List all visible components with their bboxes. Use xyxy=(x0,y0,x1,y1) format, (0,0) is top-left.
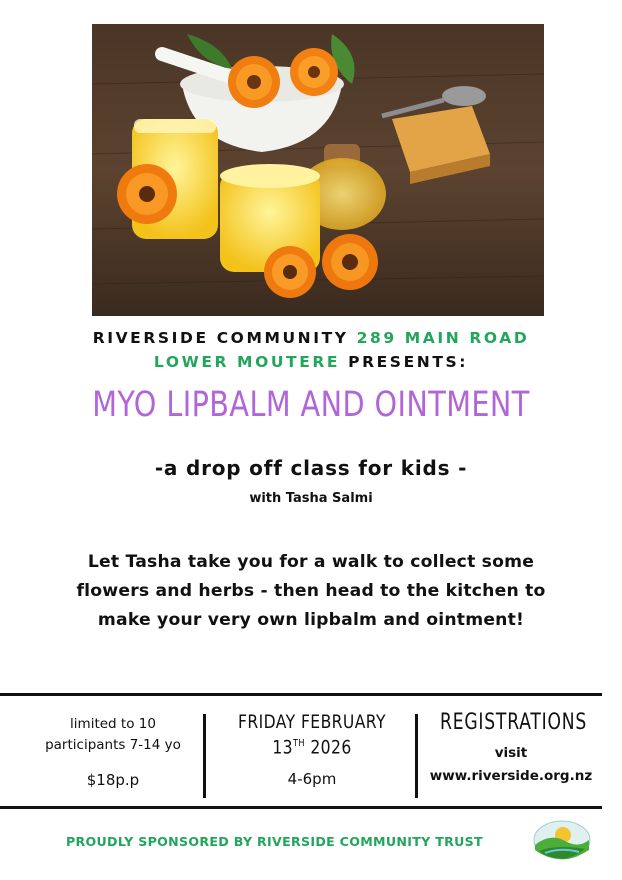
divider-vertical-2 xyxy=(415,714,418,798)
event-host: with Tasha Salmi xyxy=(249,491,373,506)
event-date xyxy=(230,711,394,758)
details-eligibility xyxy=(20,714,206,791)
presenter-address: 289 MAIN ROAD xyxy=(356,329,530,347)
date-day: 13 xyxy=(272,736,293,759)
date-suffix: TH xyxy=(292,738,305,749)
sponsor-text: PROUDLY SPONSORED BY RIVERSIDE COMMUNITY TRUST xyxy=(66,834,483,849)
details-date xyxy=(212,711,412,788)
event-time: 4-6pm xyxy=(287,770,337,789)
event-description: Let Tasha take you for a walk to collect some flowers and herbs - then head to the kitchen to make your very own lipbalm and ointment! xyxy=(76,552,546,630)
divider-top xyxy=(0,693,602,696)
registrations-heading: REGISTRATIONS xyxy=(440,710,588,735)
event-title: MYO LIPBALM AND OINTMENT xyxy=(92,385,530,425)
presenter-name: RIVERSIDE COMMUNITY xyxy=(92,329,349,347)
visit-label: visit xyxy=(494,745,528,761)
limit-text-2: participants 7-14 yo xyxy=(45,737,181,753)
date-year: 2026 xyxy=(310,736,352,759)
divider-vertical-1 xyxy=(203,714,206,798)
presents-label: PRESENTS: xyxy=(348,353,469,371)
price: $18p.p xyxy=(86,771,140,789)
date-weekday-month: FRIDAY FEBRUARY xyxy=(238,711,386,733)
riverside-logo xyxy=(533,820,591,860)
limit-text-1: limited to 10 xyxy=(70,716,156,732)
divider-bottom xyxy=(0,806,602,809)
presenter-locality: LOWER MOUTERE xyxy=(153,353,341,371)
calendula-balm-illustration xyxy=(92,24,544,316)
presenter-line-1 xyxy=(0,329,622,347)
hero-photo xyxy=(92,24,544,316)
presenter-line-2 xyxy=(0,353,622,371)
event-subtitle: -a drop off class for kids - xyxy=(154,456,468,480)
details-registration xyxy=(420,710,602,784)
hills-sun-icon xyxy=(533,820,591,860)
registration-url[interactable]: www.riverside.org.nz xyxy=(429,768,593,784)
